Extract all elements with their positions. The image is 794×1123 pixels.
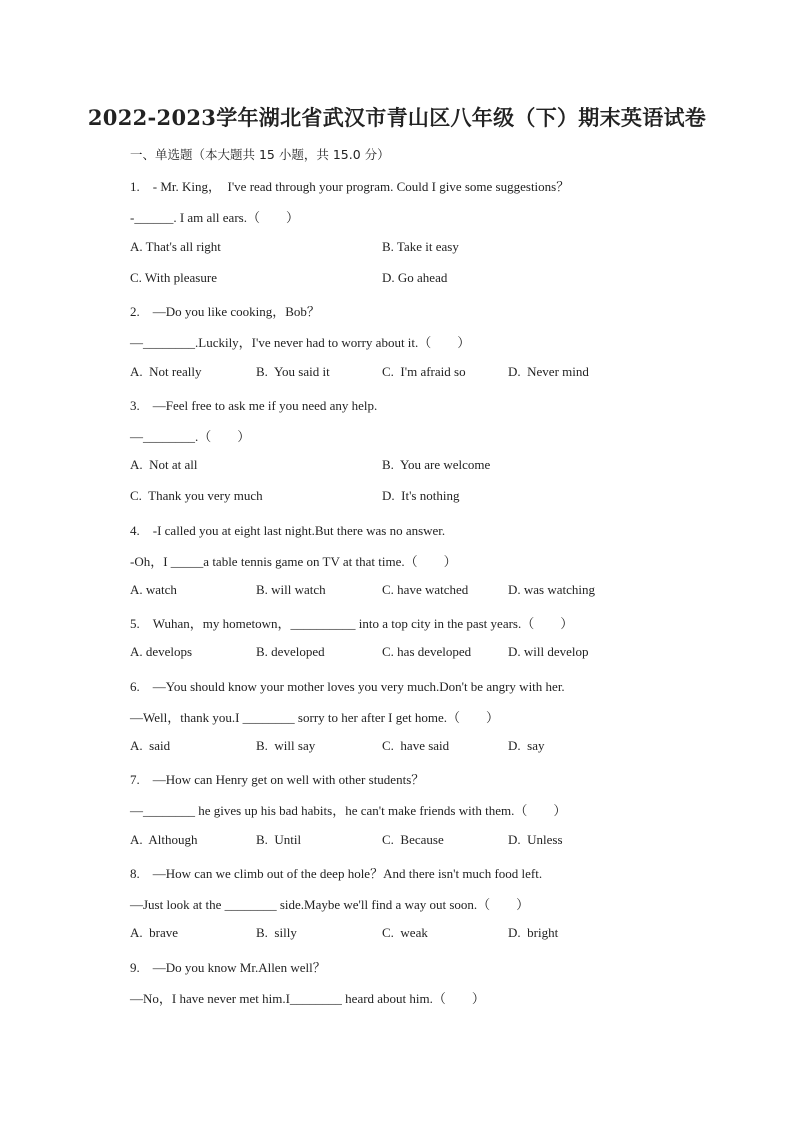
q5-stem: 5. Wuhan，my hometown，__________ into a top city in the past years.（ ） — [130, 616, 574, 631]
q2-option-a: A. Not really — [130, 364, 202, 379]
q7-option-a: A. Although — [130, 832, 198, 847]
q4-option-b: B. will watch — [256, 582, 326, 597]
q8-option-c: C. weak — [382, 925, 428, 940]
q2-option-c: C. I'm afraid so — [382, 364, 466, 379]
q1-reply: -______. I am all ears.（ ） — [130, 210, 299, 225]
q3-option-c: C. Thank you very much — [130, 488, 263, 503]
q7-option-c: C. Because — [382, 832, 444, 847]
q3-option-b: B. You are welcome — [382, 457, 491, 472]
q7-stem: 7. —How can Henry get on well with other students？ — [130, 772, 425, 787]
q8-reply: —Just look at the ________ side.Maybe we'll find a way out soon.（ ） — [130, 897, 530, 912]
q1-stem: 1. - Mr. King， I've read through your program. Could I give some suggestions？ — [130, 179, 570, 194]
q2-option-b: B. You said it — [256, 364, 330, 379]
q1-option-c: C. With pleasure — [130, 270, 217, 285]
q2-stem: 2. —Do you like cooking，Bob？ — [130, 304, 320, 319]
q7-option-b: B. Until — [256, 832, 302, 847]
q6-reply: —Well，thank you.I ________ sorry to her after I get home.（ ） — [130, 710, 500, 725]
q4-option-d: D. was watching — [508, 582, 596, 597]
q6-option-c: C. have said — [382, 738, 450, 753]
q9-stem: 9. —Do you know Mr.Allen well？ — [130, 960, 326, 975]
q4-stem: 4. -I called you at eight last night.But there was no answer. — [130, 523, 446, 538]
q8-stem: 8. —How can we climb out of the deep hole？And there isn't much food left. — [130, 866, 543, 881]
exam-title: 2022-2023学年湖北省武汉市青山区八年级（下）期末英语试卷 — [87, 105, 707, 130]
q6-option-d: D. say — [508, 738, 545, 753]
q4-option-a: A. watch — [130, 582, 177, 597]
q1-option-d: D. Go ahead — [382, 270, 448, 285]
q7-reply: —________ he gives up his bad habits，he can't make friends with them.（ ） — [130, 803, 567, 818]
q8-option-d: D. bright — [508, 925, 559, 940]
q3-stem: 3. —Feel free to ask me if you need any help. — [130, 398, 378, 413]
q5-option-d: D. will develop — [508, 644, 589, 659]
q5-option-b: B. developed — [256, 644, 325, 659]
q9-reply: —No，I have never met him.I________ heard about him.（ ） — [130, 991, 485, 1006]
q1-option-b: B. Take it easy — [382, 239, 459, 254]
q4-option-c: C. have watched — [382, 582, 469, 597]
q4-reply: -Oh，I _____a table tennis game on TV at that time.（ ） — [130, 554, 457, 569]
q6-option-b: B. will say — [256, 738, 316, 753]
q6-option-a: A. said — [130, 738, 171, 753]
q2-reply: —________.Luckily，I've never had to worry about it.（ ） — [130, 335, 471, 350]
q8-option-a: A. brave — [130, 925, 179, 940]
q3-option-a: A. Not at all — [130, 457, 198, 472]
q6-stem: 6. —You should know your mother loves you very much.Don't be angry with her. — [130, 679, 565, 694]
q3-reply: —________.（ ） — [130, 429, 251, 444]
q2-option-d: D. Never mind — [508, 364, 589, 379]
section-heading: 一、单选题（本大题共 15 小题，共 15.0 分） — [130, 147, 390, 162]
q3-option-d: D. It's nothing — [382, 488, 460, 503]
q5-option-c: C. has developed — [382, 644, 472, 659]
q5-option-a: A. develops — [130, 644, 193, 659]
q1-option-a: A. That's all right — [130, 239, 221, 254]
q7-option-d: D. Unless — [508, 832, 563, 847]
q8-option-b: B. silly — [256, 925, 297, 940]
